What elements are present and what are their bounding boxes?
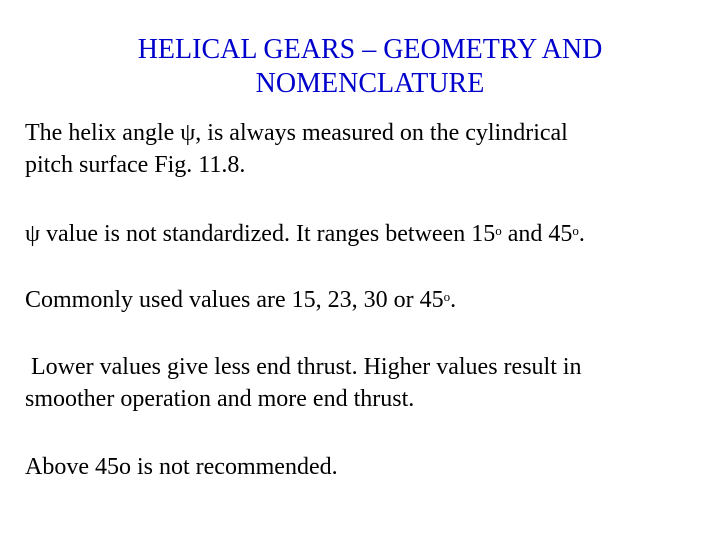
degree-superscript: o (572, 223, 579, 238)
paragraph-not-recommended-text: Above 45o is not recommended. (25, 454, 338, 480)
paragraph-not-standardized-text-b: and 45 (501, 221, 573, 247)
paragraph-not-standardized-text-c: . (578, 221, 585, 247)
paragraph-common-values-text-b: . (450, 287, 457, 313)
paragraph-common-values-text-a: Commonly used values are 15, 23, 30 or 45 (25, 287, 444, 313)
paragraph-not-standardized (25, 218, 705, 253)
paragraph-not-recommended (25, 451, 705, 483)
slide-title-line-2: NOMENCLATURE (255, 68, 485, 99)
paragraph-helix-angle-line-1: The helix angle ψ, is always measured on the cylindrical (25, 120, 568, 146)
paragraph-thrust-line-2: smoother operation and more end thrust. (25, 386, 415, 412)
paragraph-not-standardized-text-a: ψ value is not standardized. It ranges between 15 (25, 221, 496, 247)
degree-superscript: o (443, 289, 451, 304)
paragraph-helix-angle (25, 117, 705, 181)
paragraph-thrust (25, 351, 705, 415)
paragraph-helix-angle-line-2: pitch surface Fig. 11.8. (25, 152, 246, 178)
paragraph-common-values (25, 284, 705, 319)
degree-superscript: o (495, 223, 502, 238)
slide-title-line-1: HELICAL GEARS – GEOMETRY AND (137, 34, 603, 65)
paragraph-thrust-line-1: Lower values give less end thrust. Higher values result in (25, 354, 582, 380)
slide-title (60, 33, 680, 101)
